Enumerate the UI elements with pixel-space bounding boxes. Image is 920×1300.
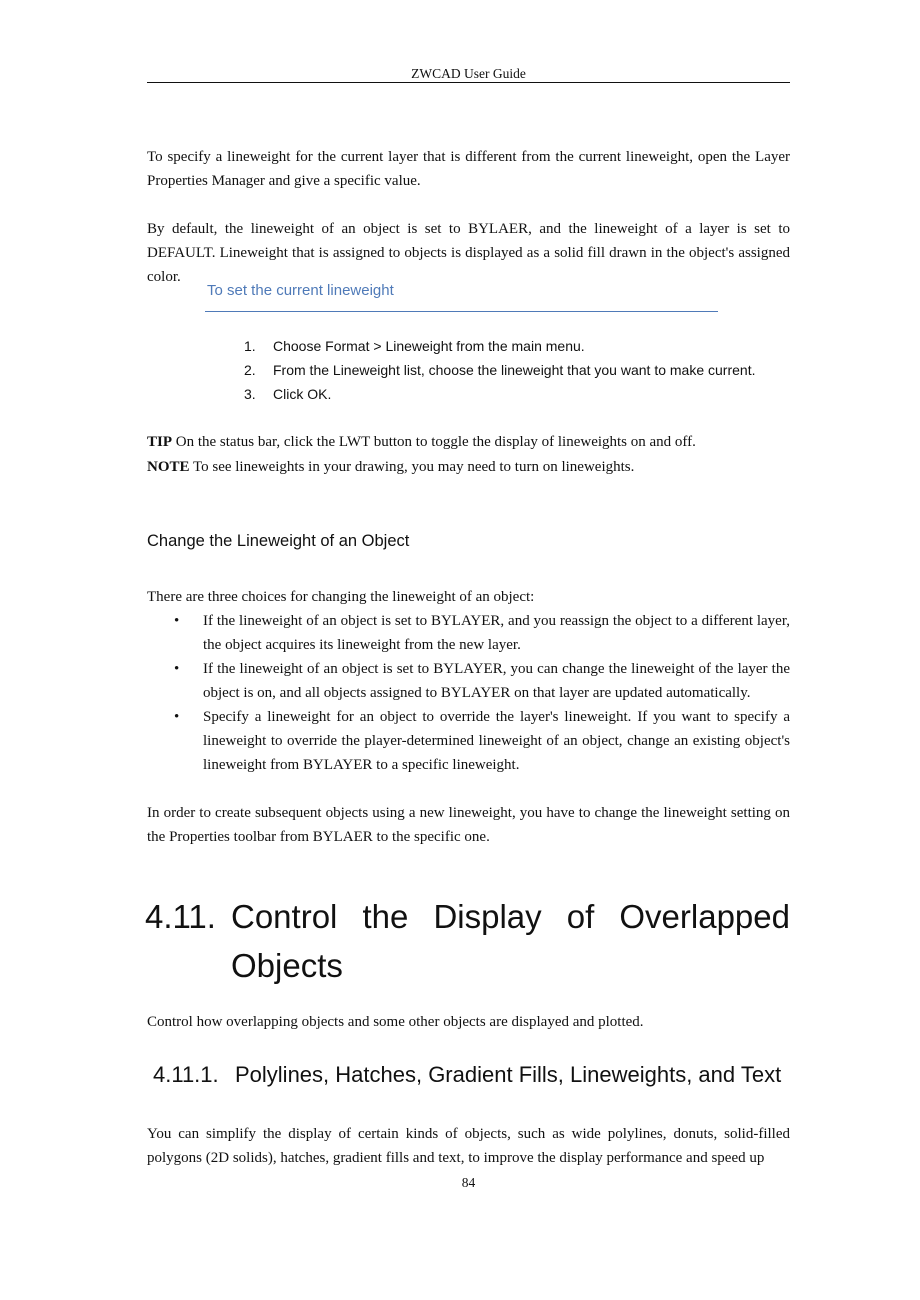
procedure-rule bbox=[205, 311, 718, 312]
choices-intro: There are three choices for changing the lineweight of an object: bbox=[147, 589, 535, 605]
step-text: Choose Format > Lineweight from the main menu. bbox=[273, 338, 585, 354]
subsection-heading: Change the Lineweight of an Object bbox=[147, 532, 410, 550]
bullet-icon: • bbox=[174, 613, 180, 629]
list-item bbox=[147, 657, 790, 705]
section-body: You can simplify the display of certain kinds of objects, such as wide polylines, donuts, solid-filled polygons (2D solids), hatches, gradient fills and text, to improve the display performance and speed up bbox=[147, 1126, 790, 1166]
procedure-steps bbox=[244, 334, 755, 406]
bullet-icon: • bbox=[174, 709, 180, 725]
tip-line bbox=[147, 430, 696, 454]
step-text: Click OK. bbox=[273, 386, 332, 402]
chapter-title-text: Control the Display of Overlapped Objects bbox=[231, 898, 790, 984]
list-item-text: Specify a lineweight for an object to override the layer's lineweight. If you want to specify a lineweight to override the player-determined lineweight of an object, change an existing object's lineweight from BYLAYER to a specific lineweight. bbox=[203, 709, 790, 773]
note-line bbox=[147, 455, 634, 479]
step-number: 3. bbox=[244, 386, 256, 402]
chapter-intro: Control how overlapping objects and some other objects are displayed and plotted. bbox=[147, 1014, 644, 1030]
section-title-text: Polylines, Hatches, Gradient Fills, Lineweights, and Text bbox=[235, 1062, 782, 1087]
paragraph-layer-lineweight: To specify a lineweight for the current layer that is different from the current lineweight, open the Layer Properties Manager and give a specific value. bbox=[147, 149, 790, 189]
step-item bbox=[244, 358, 755, 382]
header-rule bbox=[147, 82, 790, 83]
running-header: ZWCAD User Guide bbox=[411, 66, 526, 81]
note-text: To see lineweights in your drawing, you may need to turn on lineweights. bbox=[193, 459, 635, 475]
bullet-icon: • bbox=[174, 661, 180, 677]
step-item bbox=[244, 382, 755, 406]
tip-label: TIP bbox=[147, 434, 173, 450]
list-item bbox=[147, 609, 790, 657]
chapter-title bbox=[145, 892, 790, 990]
page-number: 84 bbox=[461, 1175, 476, 1190]
list-item-text: If the lineweight of an object is set to BYLAYER, and you reassign the object to a different layer, the object acquires its lineweight from the new layer. bbox=[203, 613, 790, 653]
paragraph-default-lineweight: By default, the lineweight of an object is set to BYLAER, and the lineweight of a layer is set to DEFAULT. Lineweight that is assigned to objects is displayed as a solid fill drawn in the object's assigned color. bbox=[147, 221, 790, 285]
note-label: NOTE bbox=[147, 459, 190, 475]
step-number: 1. bbox=[244, 338, 256, 354]
section-number: 4.11.1. bbox=[153, 1062, 219, 1087]
step-text: From the Lineweight list, choose the lineweight that you want to make current. bbox=[273, 362, 756, 378]
chapter-number: 4.11. bbox=[145, 898, 216, 935]
tip-text: On the status bar, click the LWT button to toggle the display of lineweights on and off. bbox=[175, 434, 696, 450]
section-title bbox=[153, 1062, 781, 1088]
choices-list bbox=[147, 609, 790, 777]
list-item-text: If the lineweight of an object is set to BYLAYER, you can change the lineweight of the layer the object is on, and all objects assigned to BYLAYER on that layer are updated automatically. bbox=[203, 661, 790, 701]
list-item bbox=[147, 705, 790, 777]
step-number: 2. bbox=[244, 362, 256, 378]
step-item bbox=[244, 334, 755, 358]
closing-paragraph: In order to create subsequent objects using a new lineweight, you have to change the lineweight setting on the Properties toolbar from BYLAER to the specific one. bbox=[147, 805, 790, 845]
procedure-title: To set the current lineweight bbox=[207, 282, 394, 299]
